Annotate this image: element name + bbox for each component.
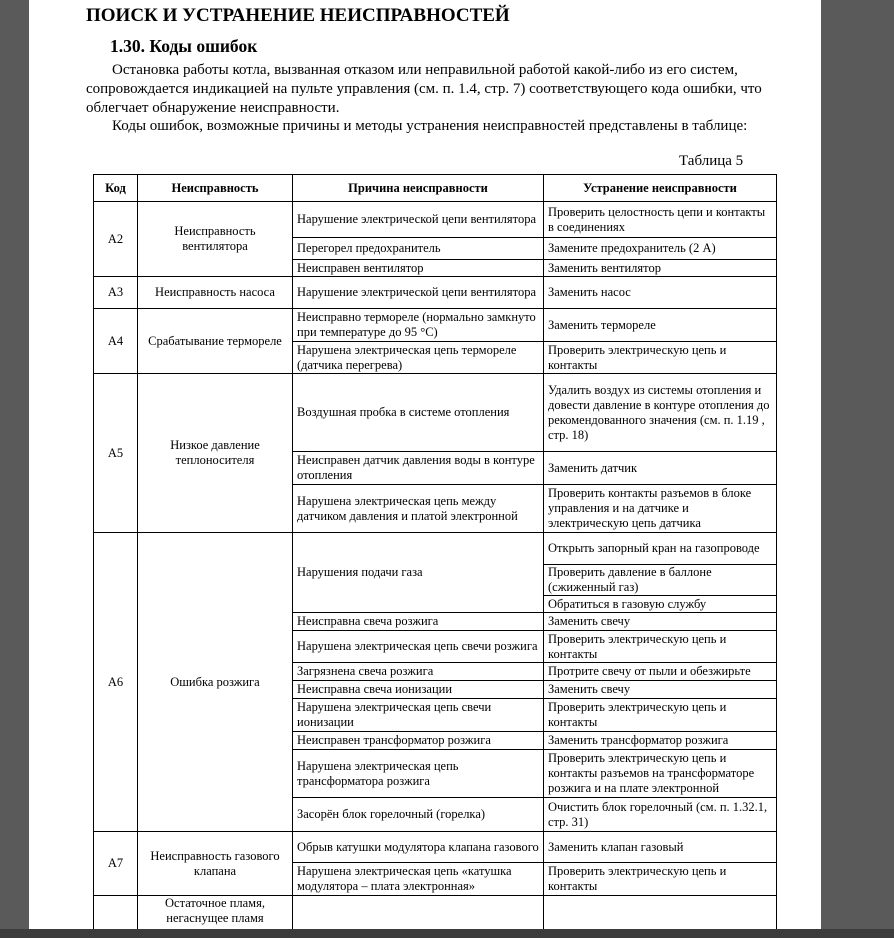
fault-name: Низкое давление теплоносителя (138, 374, 293, 533)
table-row (94, 277, 777, 309)
fix-cell: Проверить контакты разъемов в блоке управления и на датчике и электрическую цепь датчика (544, 485, 777, 533)
cause-cell: Неисправен датчик давления воды в контуре отопления (293, 452, 544, 485)
cause-cell: Нарушена электрическая цепь свечи розжига (293, 631, 544, 663)
fault-name: Неисправность вентилятора (138, 202, 293, 277)
section-title: ПОИСК И УСТРАНЕНИЕ НЕИСПРАВНОСТЕЙ (86, 5, 510, 26)
fix-cell: Заменить термореле (544, 309, 777, 342)
fix-cell: Удалить воздух из системы отопления и довести давление в контуре отопления до рекомендованного значения (см. п. 1.19 , стр. 18) (544, 374, 777, 452)
fix-cell: Проверить электрическую цепь и контакты (544, 631, 777, 663)
table-row (94, 533, 777, 565)
header-fault: Неисправность (138, 175, 293, 202)
fix-cell: Заменить свечу (544, 613, 777, 631)
fault-name: Неисправность газового клапана (138, 832, 293, 896)
cause-cell: Неисправно термореле (нормально замкнуто при температуре до 95 °С) (293, 309, 544, 342)
cause-cell: Нарушена электрическая цепь трансформатора розжига (293, 750, 544, 798)
fix-cell: Проверить электрическую цепь и контакты (544, 342, 777, 374)
fix-cell (544, 896, 777, 930)
cause-cell: Неисправен трансформатор розжига (293, 732, 544, 750)
error-code: A4 (94, 309, 138, 374)
cause-cell: Неисправен вентилятор (293, 260, 544, 277)
fix-cell: Заменить свечу (544, 681, 777, 699)
error-code (94, 896, 138, 930)
table-row (94, 202, 777, 238)
table-row (94, 832, 777, 863)
fix-cell: Замените предохранитель (2 А) (544, 238, 777, 260)
cause-cell: Загрязнена свеча розжига (293, 663, 544, 681)
table-row (94, 896, 777, 930)
table-intro-paragraph: Коды ошибок, возможные причины и методы устранения неисправностей представлены в таблице: (112, 118, 748, 134)
fault-name: Срабатывание термореле (138, 309, 293, 374)
header-fix: Устранение неисправности (544, 175, 777, 202)
fault-name: Неисправность насоса (138, 277, 293, 309)
error-codes-table (93, 174, 777, 929)
document-page (29, 0, 821, 929)
error-code: A6 (94, 533, 138, 832)
fix-cell: Заменить клапан газовый (544, 832, 777, 863)
cause-cell (293, 896, 544, 930)
cause-cell: Засорён блок горелочный (горелка) (293, 798, 544, 832)
viewer-bottom-strip (0, 929, 894, 938)
header-code: Код (94, 175, 138, 202)
fault-name: Ошибка розжига (138, 533, 293, 832)
cause-cell: Нарушена электрическая цепь термореле (датчика перегрева) (293, 342, 544, 374)
cause-cell: Нарушена электрическая цепь «катушка модулятора – плата электронная» (293, 863, 544, 896)
cause-cell: Воздушная пробка в системе отопления (293, 374, 544, 452)
fix-cell: Проверить электрическую цепь и контакты разъемов на трансформаторе розжига и на плате электронной (544, 750, 777, 798)
fix-cell: Очистить блок горелочный (см. п. 1.32.1, стр. 31) (544, 798, 777, 832)
cause-cell: Нарушение электрической цепи вентилятора (293, 202, 544, 238)
fix-cell: Обратиться в газовую службу (544, 596, 777, 613)
intro-paragraph: Остановка работы котла, вызванная отказом или неправильной работой какой-либо из его систем, сопровождается индикацией на пульте управления (см. п. 1.4, стр. 7) соответствующего кода ошибки, что облегчает обнаружение неисправности. (86, 62, 762, 116)
error-code: A2 (94, 202, 138, 277)
cause-cell: Обрыв катушки модулятора клапана газового (293, 832, 544, 863)
cause-cell: Нарушена электрическая цепь свечи ионизации (293, 699, 544, 732)
cause-cell: Нарушения подачи газа (293, 533, 544, 613)
fault-name: Остаточное пламя, негаснущее пламя (138, 896, 293, 930)
subsection-title: 1.30. Коды ошибок (110, 36, 258, 56)
fix-cell: Проверить электрическую цепь и контакты (544, 863, 777, 896)
cause-cell: Неисправна свеча розжига (293, 613, 544, 631)
fix-cell: Заменить насос (544, 277, 777, 309)
cause-cell: Нарушение электрической цепи вентилятора (293, 277, 544, 309)
fix-cell: Проверить целостность цепи и контакты в соединениях (544, 202, 777, 238)
fix-cell: Проверить давление в баллоне (сжиженный газ) (544, 565, 777, 596)
fix-cell: Заменить вентилятор (544, 260, 777, 277)
cause-cell: Нарушена электрическая цепь между датчиком давления и платой электронной (293, 485, 544, 533)
table-row (94, 309, 777, 342)
cause-cell: Неисправна свеча ионизации (293, 681, 544, 699)
fix-cell: Заменить датчик (544, 452, 777, 485)
table-row (94, 374, 777, 452)
error-code: A3 (94, 277, 138, 309)
fix-cell: Протрите свечу от пыли и обезжирьте (544, 663, 777, 681)
table-caption: Таблица 5 (679, 153, 744, 169)
error-code: A7 (94, 832, 138, 896)
error-code: A5 (94, 374, 138, 533)
fix-cell: Заменить трансформатор розжига (544, 732, 777, 750)
cause-cell: Перегорел предохранитель (293, 238, 544, 260)
fix-cell: Проверить электрическую цепь и контакты (544, 699, 777, 732)
fix-cell: Открыть запорный кран на газопроводе (544, 533, 777, 565)
header-cause: Причина неисправности (293, 175, 544, 202)
table-header-row (94, 175, 777, 202)
